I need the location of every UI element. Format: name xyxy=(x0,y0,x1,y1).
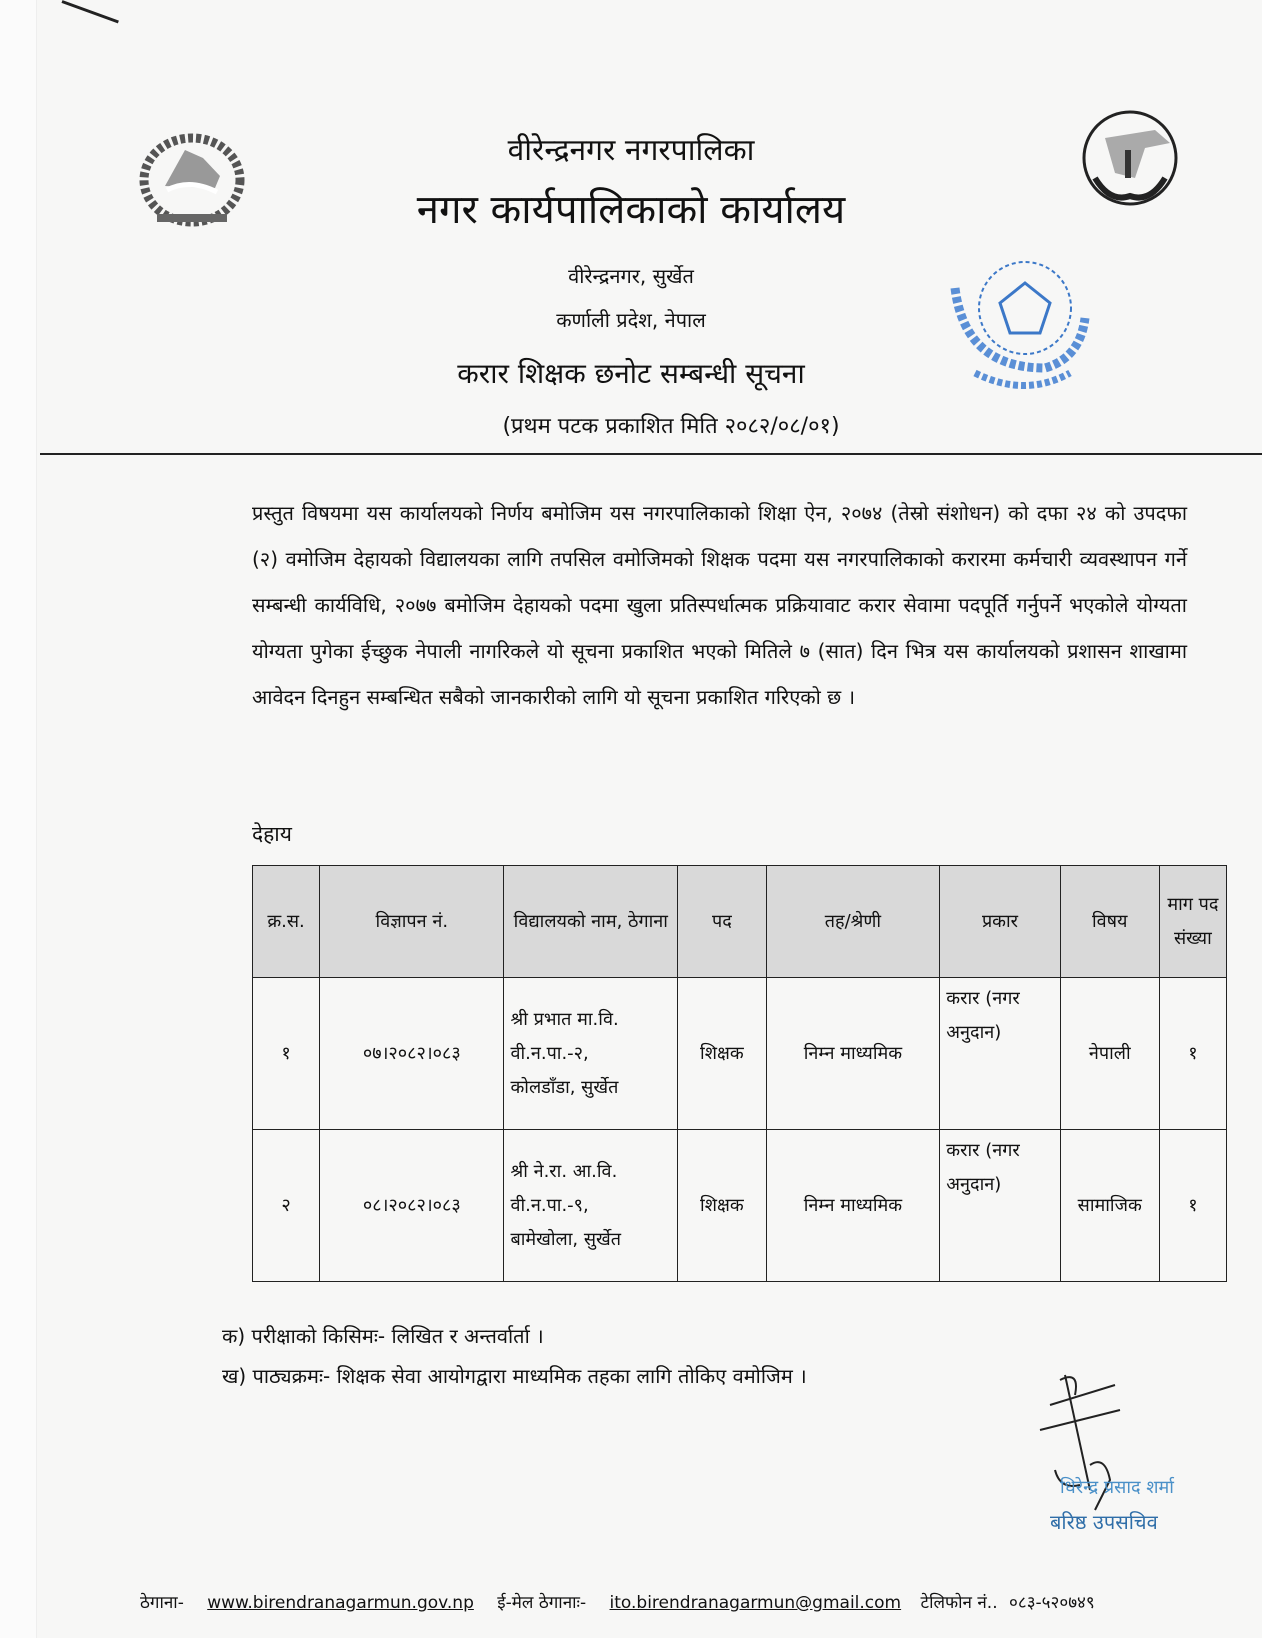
scan-mark xyxy=(61,0,118,23)
dehay-label: देहाय xyxy=(252,822,292,846)
cell-level: निम्न माध्यमिक xyxy=(766,1130,940,1282)
address-city: वीरेन्द्रनगर, सुर्खेत xyxy=(568,264,694,288)
cell-sn: १ xyxy=(253,978,320,1130)
municipality-name: वीरेन्द्रनगर नगरपालिका xyxy=(507,133,755,168)
footer-contact xyxy=(140,1590,1113,1613)
signatory-name: धिरेन्द्र प्रसाद शर्मा xyxy=(1060,1477,1174,1498)
cell-school xyxy=(504,978,678,1130)
footer-address-label: ठेगाना- xyxy=(140,1593,184,1613)
footer-email-label: ई-मेल ठेगानाः- xyxy=(497,1593,587,1613)
table-header-row xyxy=(253,866,1227,978)
office-title: नगर कार्यपालिकाको कार्यालय xyxy=(416,187,846,233)
school-place: कोलडाँडा, सुर्खेत xyxy=(510,1076,619,1098)
cell-type: करार (नगर अनुदान) xyxy=(940,1130,1060,1282)
table-row xyxy=(253,1130,1227,1282)
cell-post: शिक्षक xyxy=(678,1130,766,1282)
published-date: (प्रथम पटक प्रकाशित मिति २०८२/०८/०१) xyxy=(502,414,840,439)
header-type: प्रकार xyxy=(940,866,1060,978)
header-divider xyxy=(40,453,1262,455)
header-count: माग पद संख्या xyxy=(1159,866,1226,978)
cell-sn: २ xyxy=(253,1130,320,1282)
table-row xyxy=(253,978,1227,1130)
header-subject: विषय xyxy=(1060,866,1159,978)
cell-ad-no: ०८।२०८२।०८३ xyxy=(320,1130,504,1282)
school-name: श्री ने.रा. आ.वि. xyxy=(510,1160,618,1182)
school-ward: वी.न.पा.-९, xyxy=(510,1194,589,1216)
school-place: बामेखोला, सुर्खेत xyxy=(510,1228,622,1250)
notice-subject: करार शिक्षक छनोट सम्बन्धी सूचना xyxy=(457,357,805,390)
scan-edge xyxy=(0,0,37,1638)
email-link[interactable]: ito.birendranagarmun@gmail.com xyxy=(609,1593,902,1613)
vacancy-table xyxy=(252,865,1227,1282)
cell-subject: सामाजिक xyxy=(1060,1130,1159,1282)
cell-post: शिक्षक xyxy=(678,978,766,1130)
school-ward: वी.न.पा.-२, xyxy=(510,1042,589,1064)
address-province: कर्णाली प्रदेश, नेपाल xyxy=(556,308,706,332)
header-post: पद xyxy=(678,866,766,978)
website-link[interactable]: www.birendranagarmun.gov.np xyxy=(207,1593,474,1613)
header-school: विद्यालयको नाम, ठेगाना xyxy=(504,866,678,978)
header-level: तह/श्रेणी xyxy=(766,866,940,978)
header-ad-no: विज्ञापन नं. xyxy=(320,866,504,978)
cell-type: करार (नगर अनुदान) xyxy=(940,978,1060,1130)
footer-phone-label: टेलिफोन नं.. xyxy=(920,1593,998,1613)
cell-subject: नेपाली xyxy=(1060,978,1159,1130)
header-sn: क्र.स. xyxy=(253,866,320,978)
signatory-title: बरिष्ठ उपसचिव xyxy=(1050,1510,1158,1534)
cell-school xyxy=(504,1130,678,1282)
cell-count: १ xyxy=(1159,978,1226,1130)
syllabus-note: ख) पाठ्यक्रमः- शिक्षक सेवा आयोगद्वारा माध्यमिक तहका लागि तोकिए वमोजिम । xyxy=(222,1364,807,1388)
cell-level: निम्न माध्यमिक xyxy=(766,978,940,1130)
notice-paragraph: प्रस्तुत विषयमा यस कार्यालयको निर्णय बमोजिम यस नगरपालिकाको शिक्षा ऐन, २०७४ (तेस्रो संशोधन) को दफा २४ को उपदफा (२) वमोजिम देहायको विद्यालयका लागि तपसिल वमोजिमको शिक्षक पदमा यस नगरपालिकाको करारमा कर्मचारी व्यवस्थापन गर्ने सम्बन्धी कार्यविधि, २०७७ बमोजिम देहायको पदमा खुला प्रतिस्पर्धात्मक प्रक्रियावाट करार सेवामा पदपूर्ति गर्नुपर्ने भएकोले योग्यता योग्यता पुगेका ईच्छुक नेपाली नागरिकले यो सूचना प्रकाशित भएको मितिले ७ (सात) दिन भित्र यस कार्यालयको प्रशासन शाखामा आवेदन दिनहुन सम्बन्धित सबैको जानकारीको लागि यो सूचना प्रकाशित गरिएको छ । xyxy=(252,501,1187,709)
footer-phone: ०८३-५२०७४९ xyxy=(1009,1593,1095,1613)
school-name: श्री प्रभात मा.वि. xyxy=(510,1008,619,1030)
cell-count: १ xyxy=(1159,1130,1226,1282)
exam-type-note: क) परीक्षाको किसिमः- लिखित र अन्तर्वार्ता । xyxy=(222,1324,544,1348)
cell-ad-no: ०७।२०८२।०८३ xyxy=(320,978,504,1130)
